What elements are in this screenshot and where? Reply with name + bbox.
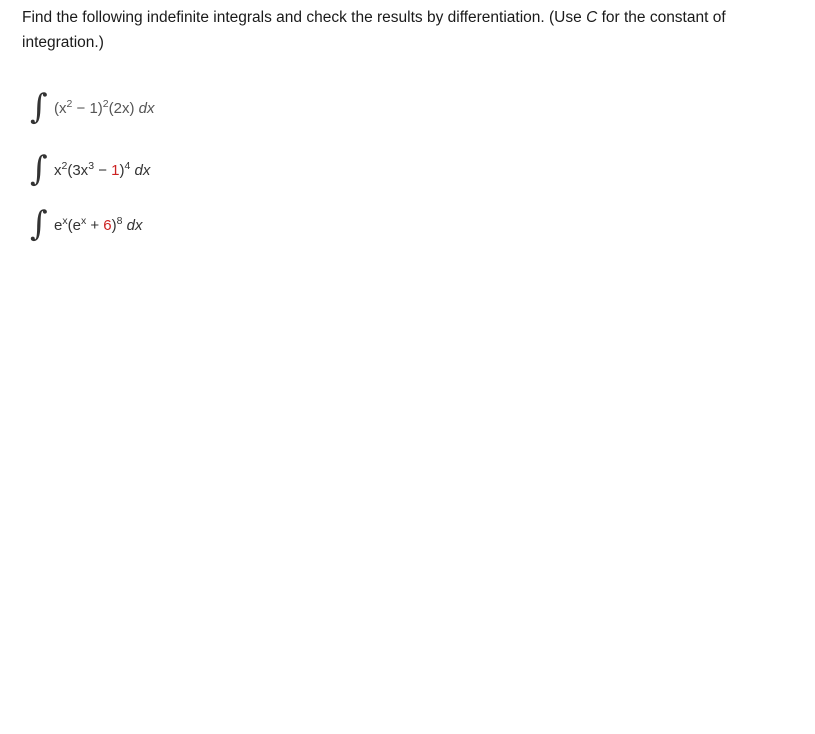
integrand-2-close: ) — [119, 161, 125, 179]
integrand-2-exp2: 3 — [88, 159, 95, 172]
integral-sign-icon: ∫ — [30, 149, 48, 189]
integral-problem-3 — [30, 200, 143, 250]
integrand-1-minus: − — [72, 99, 90, 117]
integrand-3 — [54, 214, 143, 234]
differential-3: dx — [126, 216, 143, 234]
integrand-3-plus: + — [86, 216, 104, 234]
integral-sign-icon: ∫ — [30, 204, 48, 244]
differential-1: dx — [138, 99, 155, 117]
integrand-3-base: e — [54, 216, 63, 234]
integrand-3-exp2: x — [80, 214, 87, 227]
integrand-3-const: 6 — [103, 216, 112, 234]
integrand-2-exp1: 2 — [61, 159, 68, 172]
integral-problem-1 — [30, 83, 155, 133]
integrand-1-const: 1 — [89, 99, 98, 117]
differential-2: dx — [134, 161, 151, 179]
integrand-3-exp1: x — [62, 214, 68, 227]
integral-problem-2 — [30, 145, 150, 195]
integrand-1-close: ) — [97, 99, 103, 117]
integrand-1 — [54, 97, 155, 117]
instructions-text — [22, 5, 807, 55]
integrand-3-close: ) — [111, 216, 117, 234]
constant-variable: C — [586, 9, 598, 26]
integrand-1-open: (x — [54, 99, 67, 117]
integrand-1-exp2: 2 — [102, 97, 109, 110]
integrand-2-minus: − — [94, 161, 112, 179]
integrand-2-base: x — [54, 161, 62, 179]
integrand-1-factor: (2x) — [108, 99, 135, 117]
integrand-3-exp3: 8 — [116, 214, 123, 227]
integrand-2 — [54, 159, 151, 179]
integrand-2-open: (3x — [67, 161, 89, 179]
integrand-3-open: (e — [67, 216, 81, 234]
integrand-1-exp1: 2 — [66, 97, 73, 110]
integral-sign-icon: ∫ — [30, 87, 48, 127]
instructions-part2: for the constant of integration.) — [22, 9, 726, 51]
instructions-part1: Find the following indefinite integrals and check the results by differentiation. (Use — [22, 9, 587, 26]
integrand-2-const: 1 — [111, 161, 120, 179]
integrand-2-exp3: 4 — [124, 159, 131, 172]
